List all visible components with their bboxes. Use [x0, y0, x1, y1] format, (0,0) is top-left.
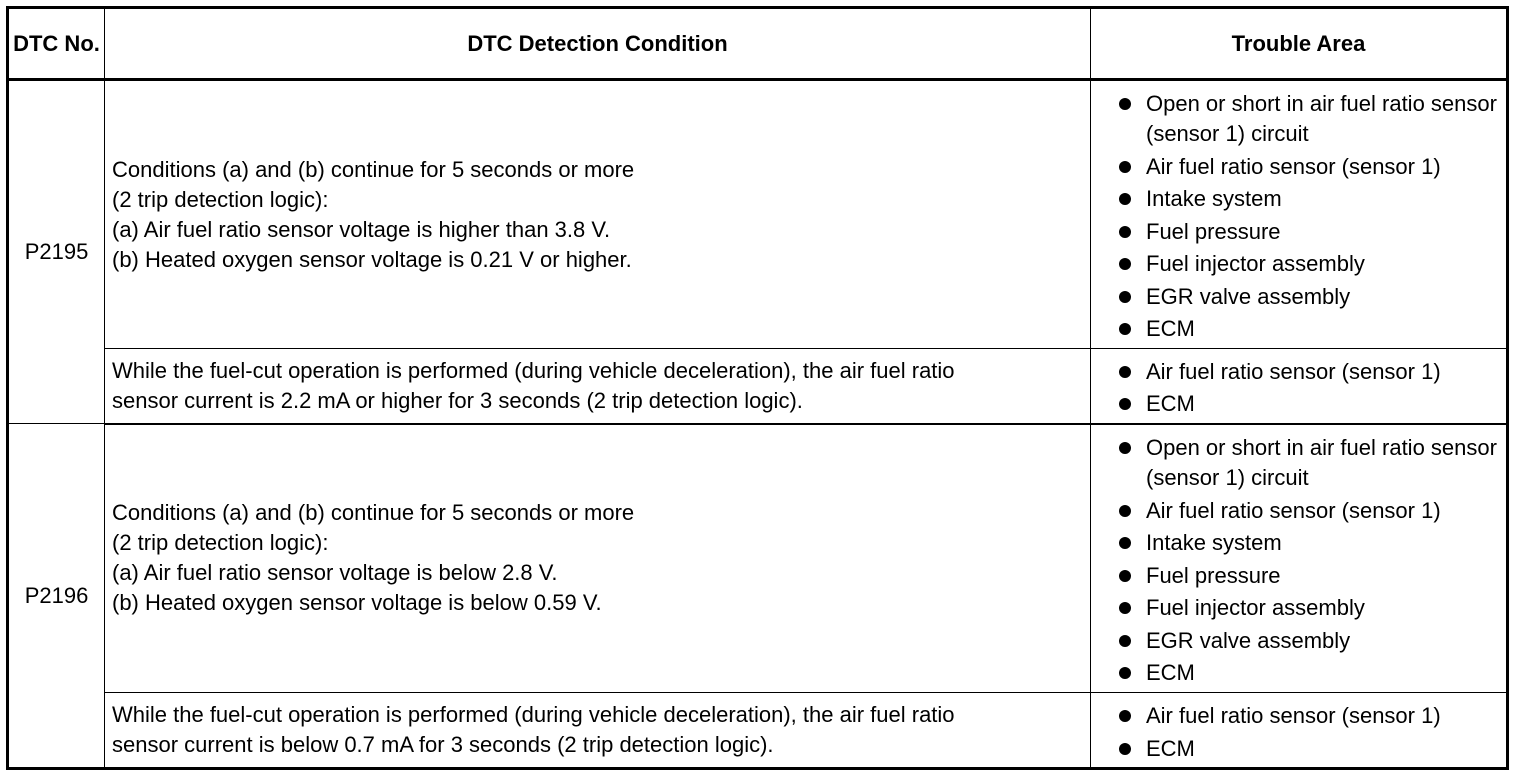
- condition-line: (b) Heated oxygen sensor voltage is 0.21 V or higher.: [112, 246, 632, 272]
- condition-line: (a) Air fuel ratio sensor voltage is below 2.8 V.: [112, 560, 558, 586]
- trouble-area-list: [1119, 89, 1498, 344]
- detection-condition: [105, 349, 1091, 424]
- trouble-area-cell: [1091, 424, 1508, 693]
- condition-line: sensor current is below 0.7 mA for 3 seconds (2 trip detection logic).: [112, 732, 774, 757]
- bullet-icon: [1119, 161, 1131, 173]
- trouble-area-item: Open or short in air fuel ratio sensor (sensor 1) circuit: [1119, 89, 1498, 149]
- condition-line: While the fuel-cut operation is performed (during vehicle deceleration), the air fuel ratio: [112, 702, 955, 727]
- trouble-area-item: Open or short in air fuel ratio sensor (sensor 1) circuit: [1119, 433, 1498, 493]
- bullet-icon: [1119, 537, 1131, 549]
- detection-condition: [105, 693, 1091, 769]
- trouble-area-list: [1119, 701, 1498, 764]
- bullet-icon: [1119, 710, 1131, 722]
- trouble-area-item: Air fuel ratio sensor (sensor 1): [1119, 357, 1498, 387]
- header-detection-condition: DTC Detection Condition: [105, 8, 1091, 80]
- header-dtc-no: DTC No.: [8, 8, 105, 80]
- detection-condition: [105, 424, 1091, 693]
- table-row: [8, 693, 1508, 769]
- trouble-area-cell: [1091, 693, 1508, 769]
- table-row: [8, 349, 1508, 424]
- trouble-area-item: Air fuel ratio sensor (sensor 1): [1119, 152, 1498, 182]
- condition-line: (a) Air fuel ratio sensor voltage is higher than 3.8 V.: [112, 216, 611, 242]
- trouble-area-list: [1119, 357, 1498, 420]
- detection-condition: [105, 80, 1091, 349]
- trouble-area-item: ECM: [1119, 314, 1498, 344]
- dtc-table: [6, 6, 1509, 770]
- bullet-icon: [1119, 398, 1131, 410]
- bullet-icon: [1119, 743, 1131, 755]
- condition-line: (2 trip detection logic):: [112, 530, 329, 556]
- trouble-area-item: Fuel injector assembly: [1119, 593, 1498, 623]
- dtc-code: P2196: [8, 424, 105, 769]
- trouble-area-item: ECM: [1119, 658, 1498, 688]
- trouble-area-item: Fuel injector assembly: [1119, 249, 1498, 279]
- trouble-area-item: Intake system: [1119, 184, 1498, 214]
- bullet-icon: [1119, 667, 1131, 679]
- bullet-icon: [1119, 226, 1131, 238]
- trouble-area-item: Intake system: [1119, 528, 1498, 558]
- condition-line: While the fuel-cut operation is performed (during vehicle deceleration), the air fuel ratio: [112, 357, 955, 383]
- bullet-icon: [1119, 323, 1131, 335]
- bullet-icon: [1119, 442, 1131, 454]
- table-row: [8, 80, 1508, 349]
- bullet-icon: [1119, 98, 1131, 110]
- condition-line: sensor current is 2.2 mA or higher for 3 seconds (2 trip detection logic).: [112, 387, 803, 413]
- trouble-area-item: Fuel pressure: [1119, 217, 1498, 247]
- bullet-icon: [1119, 505, 1131, 517]
- bullet-icon: [1119, 258, 1131, 270]
- bullet-icon: [1119, 193, 1131, 205]
- trouble-area-item: Air fuel ratio sensor (sensor 1): [1119, 496, 1498, 526]
- table-row: [8, 424, 1508, 693]
- bullet-icon: [1119, 602, 1131, 614]
- dtc-code: P2195: [8, 80, 105, 424]
- trouble-area-list: [1119, 433, 1498, 688]
- trouble-area-cell: [1091, 349, 1508, 424]
- condition-line: (b) Heated oxygen sensor voltage is below 0.59 V.: [112, 590, 602, 616]
- trouble-area-cell: [1091, 80, 1508, 349]
- header-row: [8, 8, 1508, 80]
- bullet-icon: [1119, 635, 1131, 647]
- bullet-icon: [1119, 570, 1131, 582]
- condition-line: Conditions (a) and (b) continue for 5 seconds or more: [112, 500, 635, 526]
- trouble-area-item: Air fuel ratio sensor (sensor 1): [1119, 701, 1498, 731]
- header-trouble-area: Trouble Area: [1091, 8, 1508, 80]
- trouble-area-item: Fuel pressure: [1119, 561, 1498, 591]
- trouble-area-item: ECM: [1119, 734, 1498, 764]
- bullet-icon: [1119, 366, 1131, 378]
- trouble-area-item: EGR valve assembly: [1119, 626, 1498, 656]
- trouble-area-item: EGR valve assembly: [1119, 282, 1498, 312]
- bullet-icon: [1119, 291, 1131, 303]
- condition-line: Conditions (a) and (b) continue for 5 seconds or more: [112, 156, 635, 182]
- condition-line: (2 trip detection logic):: [112, 186, 329, 212]
- trouble-area-item: ECM: [1119, 389, 1498, 419]
